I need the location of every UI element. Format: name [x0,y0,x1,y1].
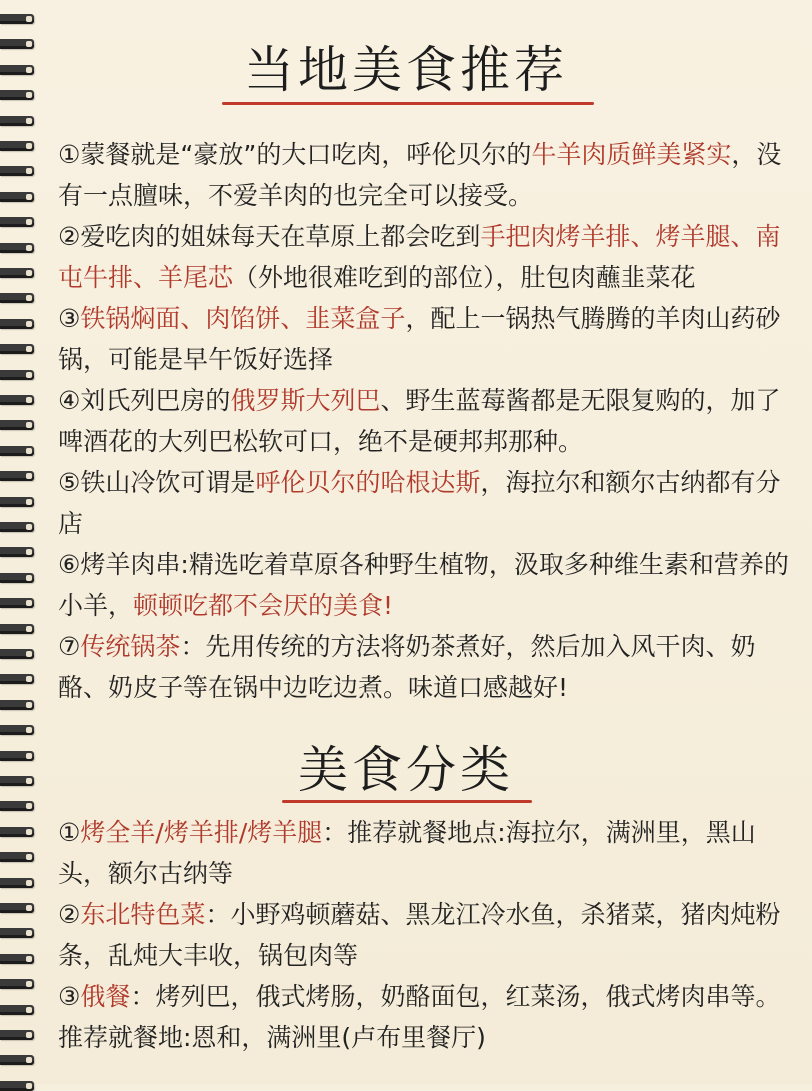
binding-ring [0,674,34,684]
item-text: 刘氏列巴房的 [80,386,231,415]
highlight-text: 俄餐 [80,982,131,1011]
binding-ring [0,1030,34,1040]
binding-ring [0,1005,34,1015]
item-text: 烤羊肉串:精选吃着草原各种野生植物，汲取多种维生素和营养的小羊， [58,550,789,620]
item-number: ③ [58,982,81,1011]
list-item [58,544,798,626]
binding-ring [0,801,34,811]
item-text: 、野生蓝莓酱都是无限复购的，加了啤酒花的大列巴松软可口，绝不是硬邦邦那种。 [58,386,781,456]
binding-ring [0,192,34,202]
binding-ring [0,903,34,913]
binding-ring [0,649,34,659]
binding-ring [0,319,34,329]
binding-ring [0,497,34,507]
binding-ring [0,471,34,481]
binding-ring [0,573,34,583]
binding-ring [0,954,34,964]
binding-ring [0,141,34,151]
highlight-text: 牛羊肉质鲜美紧实 [531,140,732,169]
binding-ring [0,420,34,430]
title-underline [222,102,594,105]
list-item [58,626,798,708]
title-underline [282,800,532,803]
section-title-local-food: 当地美食推荐 [244,41,568,99]
item-text: ：小野鸡顿蘑菇、黑龙江冷水鱼，杀猪菜，猪肉炖粉条，乱炖大丰收，锅包肉等 [58,900,781,970]
binding-ring [0,1055,34,1065]
binding-ring [0,446,34,456]
highlight-text: 东北特色菜 [80,900,206,929]
list-item [58,976,798,1058]
spiral-binding [0,0,40,1084]
item-number: ③ [58,304,81,333]
highlight-text: 传统锅茶 [80,632,181,661]
item-text: ，配上一锅热气腾腾的羊肉山药砂锅，可能是早午饭好选择 [58,304,781,374]
item-text: ：推荐就餐地点:海拉尔，满洲里，黑山头，额尔古纳等 [58,818,756,888]
binding-ring [0,700,34,710]
binding-ring [0,293,34,303]
highlight-text: 顿顿吃都不会厌的美食! [133,591,394,620]
item-text: （外地很难吃到的部位），肚包肉蘸韭菜花 [233,263,696,292]
binding-ring [0,1081,34,1091]
binding-ring [0,14,34,24]
item-text: 爱吃肉的姐妹每天在草原上都会吃到 [80,222,481,251]
binding-ring [0,598,34,608]
item-text: 蒙餐就是“豪放”的大口吃肉，呼伦贝尔的 [80,140,532,169]
binding-ring [0,268,34,278]
highlight-text: 呼伦贝尔的哈根达斯 [255,468,481,497]
item-number: ① [58,140,81,169]
item-number: ⑦ [58,632,81,661]
item-text: 铁山冷饮可谓是 [80,468,256,497]
binding-ring [0,116,34,126]
binding-ring [0,395,34,405]
binding-ring [0,217,34,227]
list-item [58,894,798,976]
list-item [58,134,798,216]
binding-ring [0,852,34,862]
binding-ring [0,878,34,888]
recommendation-list [58,134,798,708]
list-item [58,812,798,894]
list-item [58,380,798,462]
highlight-text: 俄罗斯大列巴 [230,386,381,415]
item-text: ：先用传统的方法将奶茶煮好，然后加入风干肉、奶酪、奶皮子等在锅中边吃边煮。味道口感越好! [58,632,756,702]
binding-ring [0,166,34,176]
item-number: ② [58,900,81,929]
list-item [58,462,798,544]
category-list [58,812,798,1058]
binding-ring [0,344,34,354]
item-number: ④ [58,386,81,415]
item-number: ② [58,222,81,251]
binding-ring [0,243,34,253]
item-text: ：烤列巴，俄式烤肠，奶酪面包，红菜汤，俄式烤肉串等。推荐就餐地:恩和，满洲里(卢布里餐厅) [58,982,781,1052]
highlight-text: 烤全羊/烤羊排/烤羊腿 [80,818,323,847]
binding-ring [0,370,34,380]
binding-ring [0,522,34,532]
item-number: ⑤ [58,468,81,497]
item-number: ① [58,818,81,847]
binding-ring [0,979,34,989]
highlight-text: 铁锅焖面、肉馅饼、韭菜盒子 [80,304,406,333]
list-item [58,216,798,298]
item-number: ⑥ [58,550,81,579]
binding-ring [0,827,34,837]
section-title-food-categories: 美食分类 [298,741,514,799]
item-text: ，海拉尔和额尔古纳都有分店 [58,468,781,538]
binding-ring [0,547,34,557]
item-text: ，没有一点膻味，不爱羊肉的也完全可以接受。 [58,140,782,210]
list-item [58,298,798,380]
highlight-text: 手把肉烤羊排、烤羊腿、南屯牛排、羊尾芯 [58,222,781,292]
binding-ring [0,624,34,634]
binding-ring [0,928,34,938]
